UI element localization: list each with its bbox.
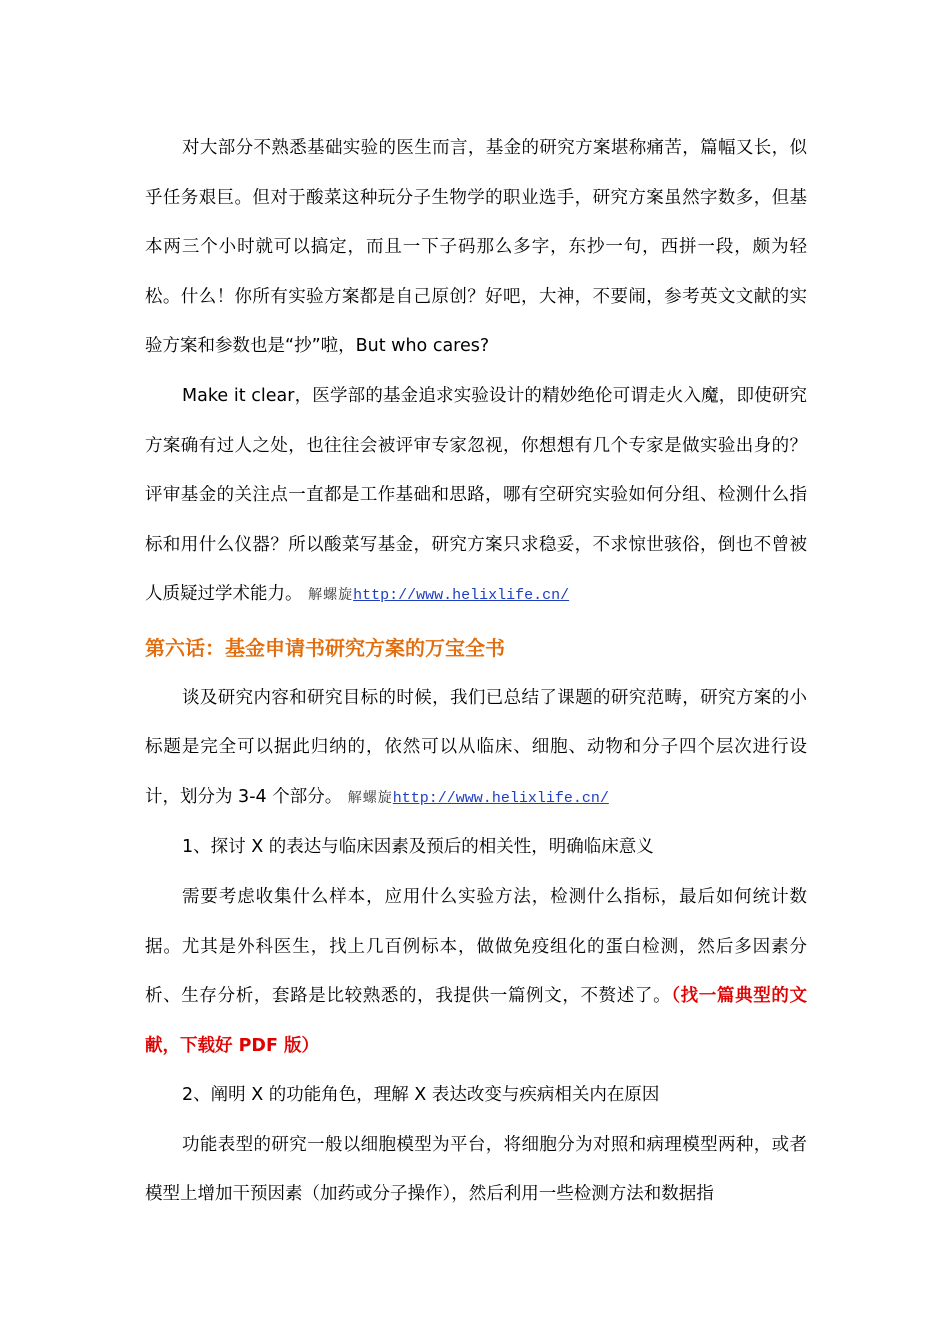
watermark-label: 解螺旋 — [308, 587, 354, 604]
section-heading — [145, 624, 807, 674]
watermark-link[interactable]: http://www.helixlife.cn/ — [392, 789, 609, 807]
paragraph-text: 对大部分不熟悉基础实验的医生而言，基金的研究方案堪称痛苦，篇幅又长，似乎任务艰巨。但对于酸菜这种玩分子生物学的职业选手，研究方案虽然字数多，但基本两三个小时就可以搞定，而且一下子码那么多字，东抄一句，西拼一段，颇为轻松。什么！你所有实验方案都是自己原创？好吧，大神，不要闹，参考英文文献的实验方案和参数也是“抄”啦，But who cares? — [145, 138, 807, 357]
highlight-note: （找一篇典型的文献，下载好 PDF 版） — [145, 986, 808, 1056]
heading-text: 第六话：基金申请书研究方案的万宝全书 — [145, 635, 505, 660]
paragraph-text: 功能表型的研究一般以细胞模型为平台，将细胞分为对照和病理模型两种，或者模型上增加干预因素（加药或分子操作），然后利用一些检测方法和数据指 — [145, 1134, 807, 1205]
watermark-link[interactable]: http://www.helixlife.cn/ — [353, 587, 570, 605]
list-item-text: 1、探讨 X 的表达与临床因素及预后的相关性，明确临床意义 — [182, 837, 654, 858]
paragraph-text: Make it clear，医学部的基金追求实验设计的精妙绝伦可谓走火入魔，即使研究方案确有过人之处，也往往会被评审专家忽视，你想想有几个专家是做实验出身的？评审基金的关注点一直都是工作基础和思路，哪有空研究实验如何分组、检测什么指标和用什么仪器？所以酸菜写基金，研究方案只求稳妥，不求惊世骇俗，倒也不曾被人质疑过学术能力。 — [145, 385, 807, 605]
paragraph-function — [145, 1121, 807, 1220]
paragraph-make-it-clear — [145, 372, 807, 621]
paragraph-intro — [145, 124, 807, 372]
paragraph-clinical — [145, 873, 807, 1071]
paragraph-research-scope — [145, 674, 807, 824]
list-item-1 — [145, 823, 807, 873]
watermark-label: 解螺旋 — [347, 789, 393, 806]
paragraph-text: 谈及研究内容和研究目标的时候，我们已总结了课题的研究范畴，研究方案的小标题是完全可以据此归纳的，依然可以从临床、细胞、动物和分子四个层次进行设计，划分为 3-4 个部分。 — [145, 687, 807, 807]
list-item-2 — [145, 1071, 807, 1121]
document-body — [145, 124, 807, 1220]
paragraph-text: 需要考虑收集什么样本，应用什么实验方法，检测什么指标，最后如何统计数据。尤其是外科医生，找上几百例标本，做做免疫组化的蛋白检测，然后多因素分析、生存分析，套路是比较熟悉的，我提供一篇例文，不赘述了。 — [145, 886, 807, 1007]
list-item-text: 2、阐明 X 的功能角色，理解 X 表达改变与疾病相关内在原因 — [182, 1085, 660, 1106]
